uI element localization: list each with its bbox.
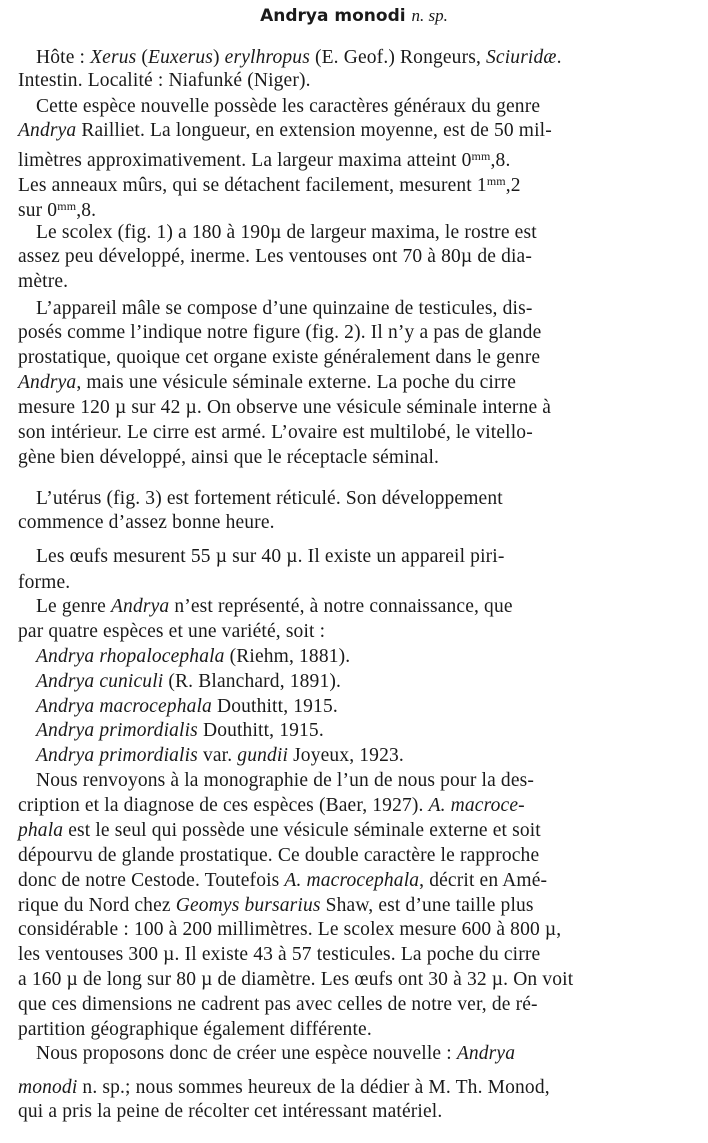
text-line: sur $0^{mm},8$. (18, 199, 97, 221)
text-line: partition géographique également différente. (18, 1019, 372, 1040)
text-line: Andrya Railliet. La longueur, en extension moyenne, est de 50 mil- (18, 120, 552, 141)
species-list-item: Andrya primordialis var. gundii Joyeux, 1923. (36, 745, 404, 766)
text-line: rique du Nord chez Geomys bursarius Shaw, est d’une taille plus (18, 895, 534, 916)
text-line: monodi n. sp.; nous sommes heureux de la dédier à M. Th. Monod, (18, 1077, 550, 1098)
text-line: commence d’assez bonne heure. (18, 512, 275, 533)
text-line: assez peu développé, inerme. Les ventouses ont 70 à 80µ de dia- (18, 246, 532, 267)
text-line: Intestin. Localité : Niafunké (Niger). (18, 70, 311, 91)
text-line: donc de notre Cestode. Toutefois A. macrocephala, décrit en Amé- (18, 870, 548, 891)
text-line: Cette espèce nouvelle possède les caractères généraux du genre (36, 96, 541, 117)
text-line: dépourvu de glande prostatique. Ce double caractère le rapproche (18, 845, 540, 866)
text-line: forme. (18, 572, 71, 593)
text-line: les ventouses 300 µ. Il existe 43 à 57 testicules. La poche du cirre (18, 944, 541, 965)
text-line: Hôte : Xerus (Euxerus) erylhropus (E. Geof.) Rongeurs, Sciuridæ. (36, 47, 562, 68)
text-line: L’utérus (fig. 3) est fortement réticulé. Son développement (36, 488, 503, 509)
text-line: prostatique, quoique cet organe existe généralement dans le genre (18, 347, 541, 368)
text-line: gène bien développé, ainsi que le réceptacle séminal. (18, 447, 440, 468)
text-line: Les anneaux mûrs, qui se détachent facilement, mesurent $1^{mm},2$ (18, 174, 521, 196)
species-list-item: Andrya primordialis Douthitt, 1915. (36, 720, 324, 741)
text-line: Le genre Andrya n’est représenté, à notre connaissance, que (36, 596, 513, 617)
text-line: mètre. (18, 271, 69, 292)
text-line: Le scolex (fig. 1) a 180 à 190µ de largeur maxima, le rostre est (36, 222, 537, 243)
text-line: L’appareil mâle se compose d’une quinzaine de testicules, dis- (36, 298, 533, 319)
text-line: son intérieur. Le cirre est armé. L’ovaire est multilobé, le vitello- (18, 422, 533, 443)
text-line: Nous renvoyons à la monographie de l’un de nous pour la des- (36, 770, 535, 791)
text-line: qui a pris la peine de récolter cet intéressant matériel. (18, 1101, 443, 1122)
text-line: que ces dimensions ne cadrent pas avec celles de notre ver, de ré- (18, 994, 538, 1015)
text-line: Nous proposons donc de créer une espèce nouvelle : Andrya (36, 1043, 516, 1064)
text-line: cription et la diagnose de ces espèces (Baer, 1927). A. macroce- (18, 795, 525, 816)
species-suffix: n. sp. (411, 6, 448, 25)
species-list-item: Andrya rhopalocephala (Riehm, 1881). (36, 646, 351, 667)
text-line: mesure 120 µ sur 42 µ. On observe une vésicule séminale interne à (18, 397, 552, 418)
species-list-item: Andrya cuniculi (R. Blanchard, 1891). (36, 671, 342, 692)
text-line: Les œufs mesurent 55 µ sur 40 µ. Il existe un appareil piri- (36, 546, 505, 567)
text-line: considérable : 100 à 200 millimètres. Le scolex mesure 600 à 800 µ, (18, 919, 562, 940)
document-title (0, 6, 708, 26)
text-line: a 160 µ de long sur 80 µ de diamètre. Les œufs ont 30 à 32 µ. On voit (18, 969, 574, 990)
text-line: posés comme l’indique notre figure (fig. 2). Il n’y a pas de glande (18, 322, 542, 343)
text-line: Andrya, mais une vésicule séminale externe. La poche du cirre (18, 372, 517, 393)
species-name: Andrya monodi (260, 6, 406, 26)
text-line: limètres approximativement. La largeur maxima atteint $0^{mm},8$. (18, 149, 511, 171)
species-list-item: Andrya macrocephala Douthitt, 1915. (36, 696, 338, 717)
text-line: phala est le seul qui possède une vésicule séminale externe et soit (18, 820, 541, 841)
text-line: par quatre espèces et une variété, soit : (18, 621, 326, 642)
